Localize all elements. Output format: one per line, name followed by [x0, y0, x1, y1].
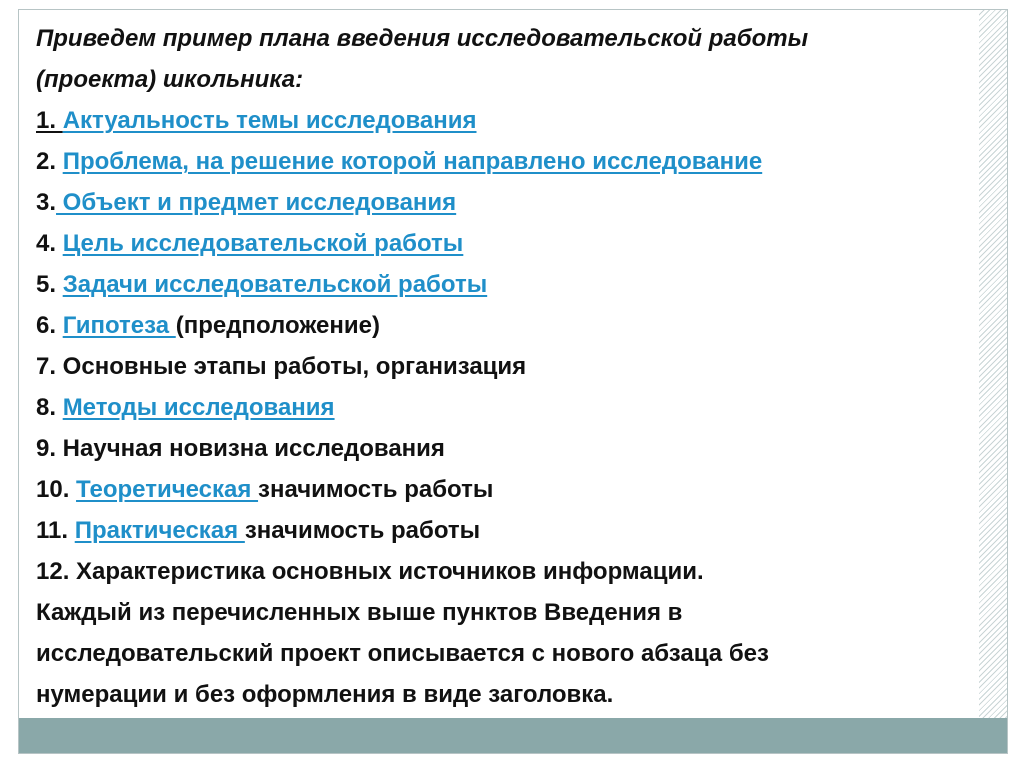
list-item-11: [36, 510, 981, 551]
closing-line-3: нумерации и без оформления в виде заголовка.: [36, 681, 614, 708]
list-item-6: [36, 305, 981, 346]
intro-line-1: Приведем пример плана введения исследовательской работы: [36, 25, 809, 52]
list-item-9: 9. Научная новизна исследования: [36, 435, 445, 462]
list-item-7: 7. Основные этапы работы, организация: [36, 353, 527, 380]
list-item-10-number: 10.: [36, 476, 77, 503]
list-item-4: [36, 223, 981, 264]
list-item-8-number: 8.: [36, 394, 63, 421]
list-item-2-number: 2.: [36, 148, 63, 175]
slide-content: [36, 18, 981, 715]
list-item-1: [36, 100, 981, 141]
list-item-11-number: 11.: [36, 517, 75, 544]
closing-line-2: исследовательский проект описывается с нового абзаца без: [36, 640, 769, 667]
link-practical[interactable]: Практическая: [74, 517, 245, 544]
link-theoretical[interactable]: Теоретическая: [76, 476, 259, 503]
link-goal[interactable]: Цель исследовательской работы: [62, 230, 464, 257]
list-item-12: 12. Характеристика основных источников информации.: [36, 558, 704, 585]
bottom-color-band: [19, 718, 1007, 753]
list-item-10-suffix: значимость работы: [258, 476, 494, 503]
link-problem[interactable]: Проблема, на решение которой направлено исследование: [62, 148, 763, 175]
link-tasks[interactable]: Задачи исследовательской работы: [62, 271, 488, 298]
link-relevance[interactable]: Актуальность темы исследования: [62, 107, 477, 134]
intro-line-2: (проекта) школьника:: [36, 66, 304, 93]
list-item-6-number: 6.: [36, 312, 63, 339]
list-item-10: [36, 469, 981, 510]
slide-frame: [18, 9, 1008, 754]
link-hypothesis[interactable]: Гипотеза: [62, 312, 176, 339]
link-methods[interactable]: Методы исследования: [62, 394, 335, 421]
list-item-1-number: 1.: [36, 107, 63, 134]
list-item-4-number: 4.: [36, 230, 63, 257]
list-item-2: [36, 141, 981, 182]
list-item-5: [36, 264, 981, 305]
list-item-5-number: 5.: [36, 271, 63, 298]
list-item-8: [36, 387, 981, 428]
link-object-subject[interactable]: Объект и предмет исследования: [56, 189, 457, 216]
list-item-3: [36, 182, 981, 223]
list-item-3-number: 3.: [36, 189, 57, 216]
list-item-11-suffix: значимость работы: [244, 517, 481, 544]
list-item-6-suffix: (предположение): [175, 312, 380, 339]
decorative-stripe-pattern: [979, 10, 1007, 720]
closing-line-1: Каждый из перечисленных выше пунктов Введения в: [36, 599, 683, 626]
